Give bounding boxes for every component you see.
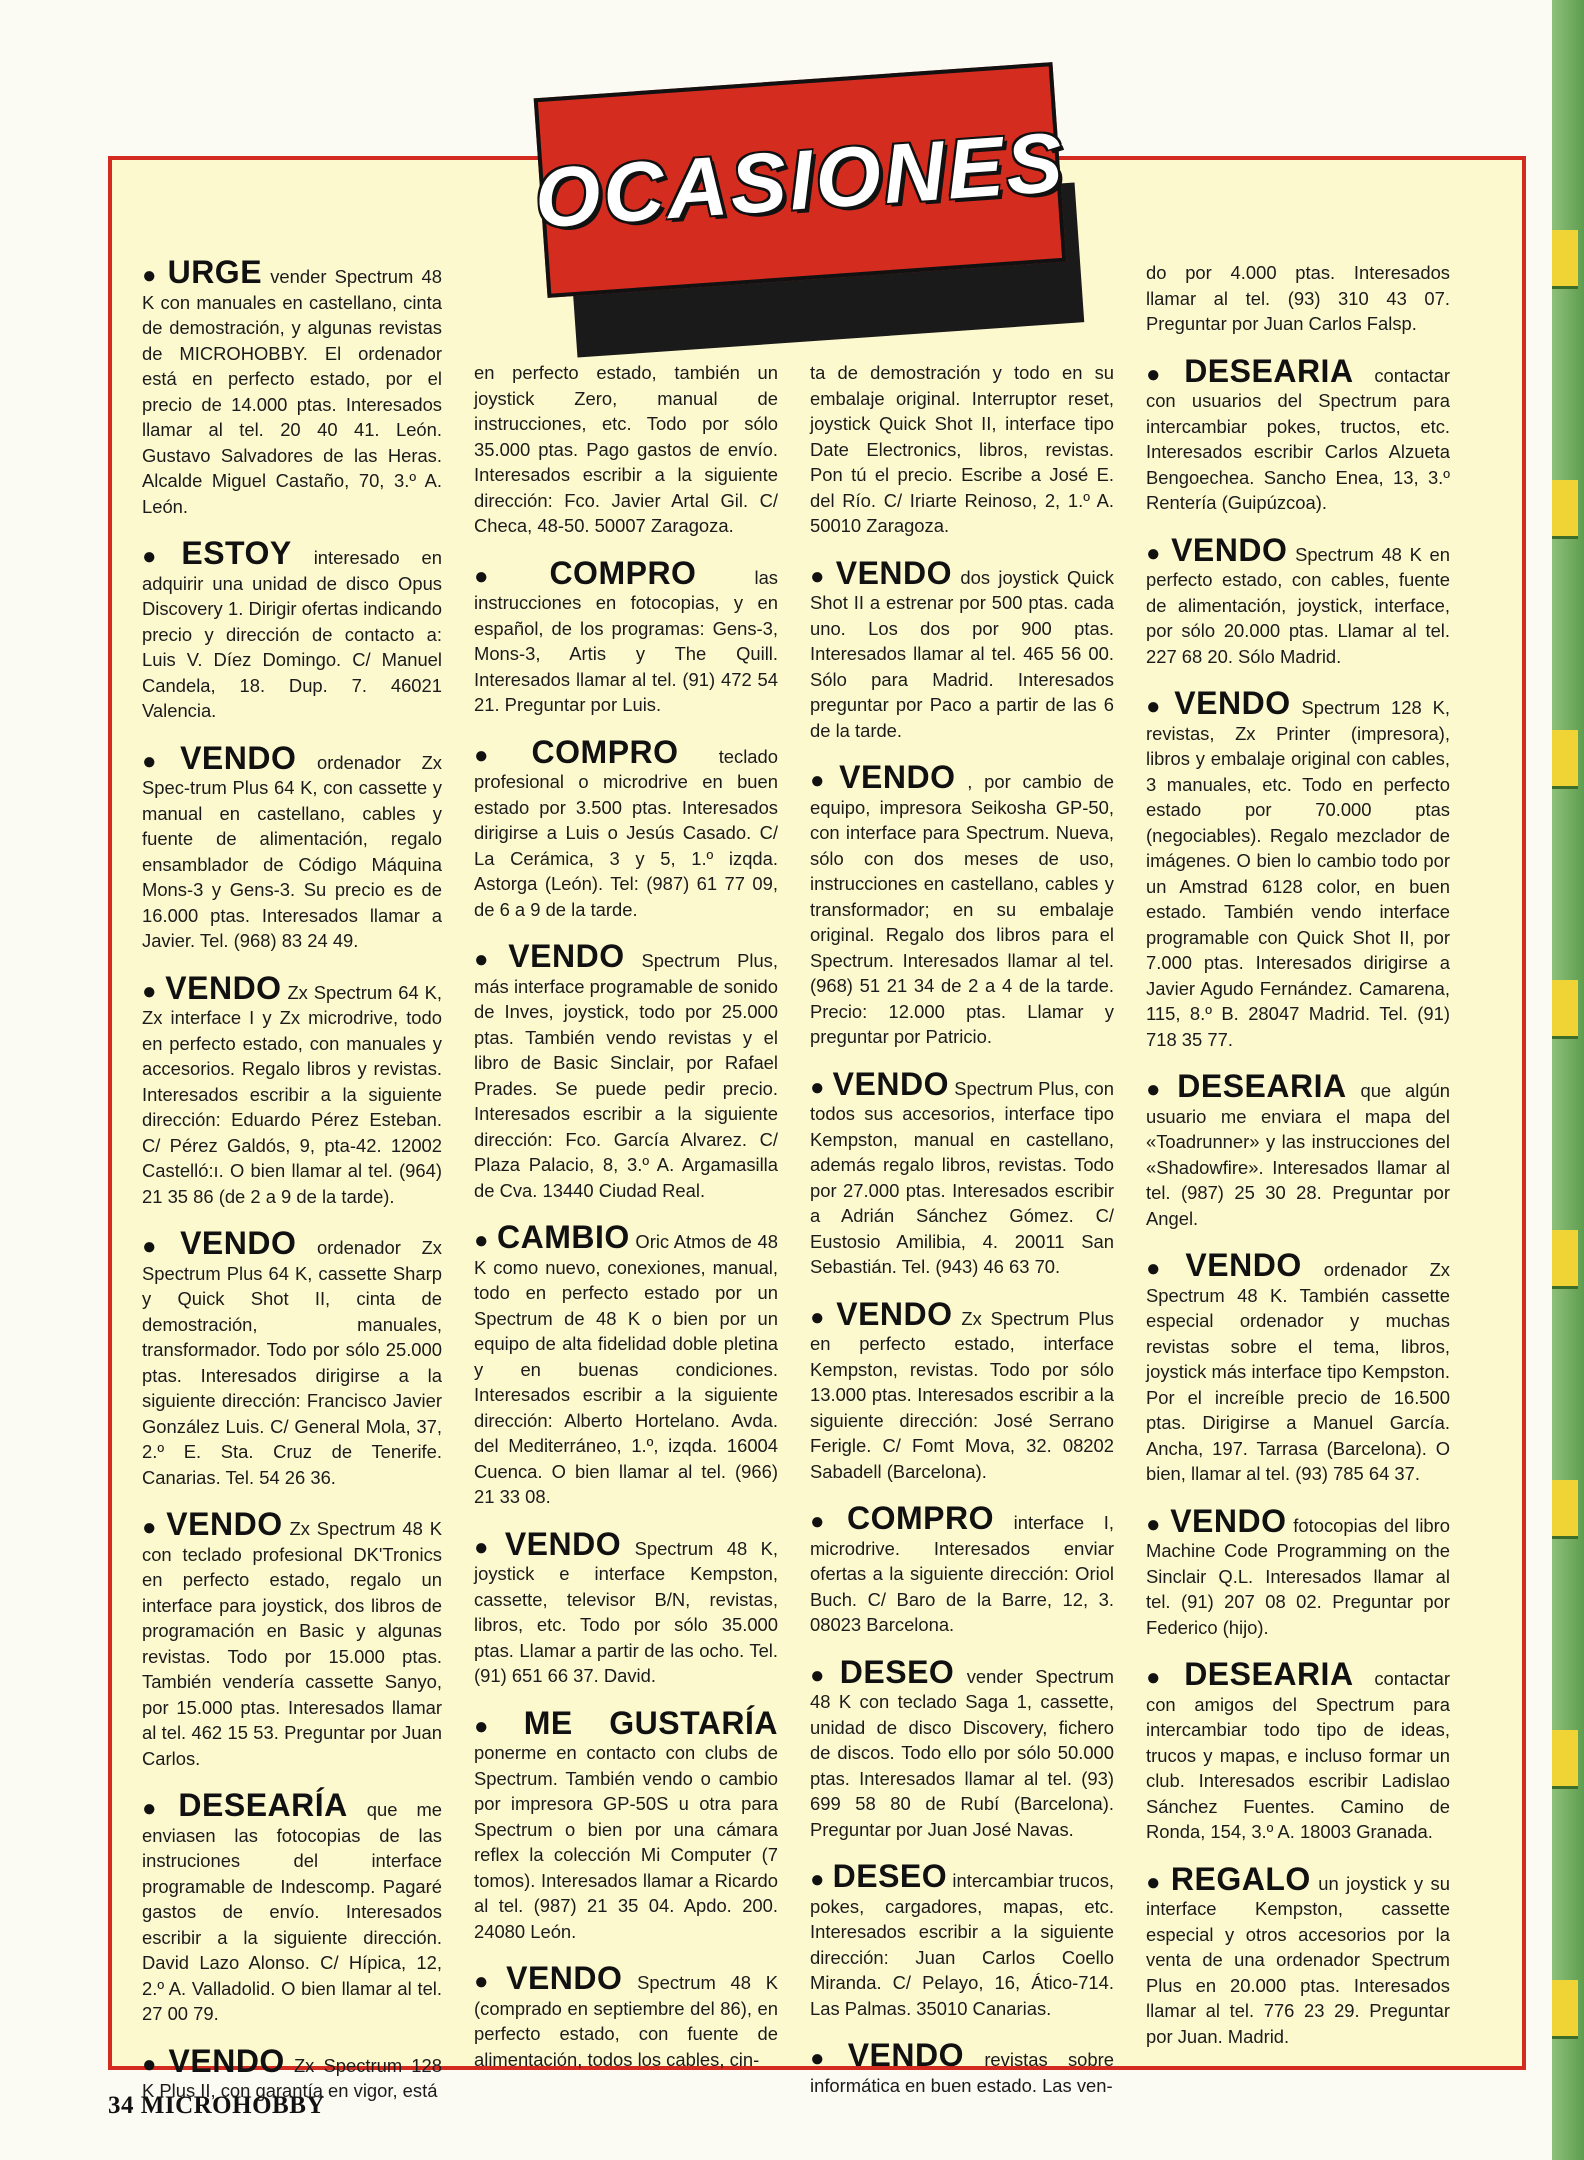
ad-keyword: DESEARIA: [1184, 352, 1354, 389]
ad-text: interface I, microdrive. Interesados enviar ofertas a la siguiente dirección: Oriol Buch. C/ Baro de la Barre, 12, 3. 08023 Barcelona.: [810, 1512, 1114, 1635]
classified-ad: [810, 554, 1114, 744]
bullet-icon: ●: [142, 977, 158, 1005]
classified-ad: [142, 1225, 442, 1490]
classified-ad: [142, 1787, 442, 2027]
ad-text: Zx Spectrum 48 K con teclado profesional DK'Tronics en perfecto estado, regalo un interface para joystick, dos libros de programación en Basic y algunas revistas. Todo por 15.000 ptas. También vendería cassette Sanyo, por 15.000 ptas. Interesados llamar al tel. 462 15 53. Preguntar por Juan Carlos.: [142, 1518, 442, 1769]
classified-ad: [474, 1960, 778, 2072]
ad-keyword: URGE: [167, 254, 263, 290]
ad-text: en perfecto estado, también un joystick Zero, manual de instrucciones, etc. Todo por sólo 35.000 ptas. Pago gastos de envío. Interesados escribir a la siguiente dirección: Fco. Javier Artal Gil. C/ Checa, 48-50. 50007 Zaragoza.: [474, 362, 778, 536]
bullet-icon: ●: [1146, 693, 1167, 720]
edge-tab: [1552, 1480, 1578, 1539]
ad-text: vender Spectrum 48 K con manuales en castellano, cinta de demostración, y algunas revistas de MICROHOBBY. El ordenador está en perfecto estado, por el precio de 14.000 ptas. Interesados llamar al tel. 20 40 41. León. Gustavo Salvadores de las Heras. Alcalde Miguel Castaño, 70, 3.º A. León.: [142, 266, 442, 517]
classified-ad: [142, 535, 442, 724]
classified-ad: [1146, 1860, 1450, 2050]
bullet-icon: ●: [1146, 1510, 1163, 1538]
ad-text: intercambiar trucos, pokes, cargadores, mapas, etc. Interesados escribir a la siguiente dirección: Juan Carlos Coello Miranda. C/ Pelayo, 16, Ático-714. Las Palmas. 35010 Canarias.: [810, 1870, 1114, 2019]
classified-ad: [1146, 1502, 1450, 1641]
edge-tab: [1552, 1980, 1578, 2039]
ad-keyword: VENDO: [847, 2037, 964, 2073]
classified-ad: [810, 759, 1114, 1050]
ad-text: revistas sobre informática en buen estado. Las ven-: [810, 2049, 1114, 2096]
classified-ad: [1146, 1247, 1450, 1487]
ad-keyword: VENDO: [1185, 1247, 1302, 1283]
ad-text: Spectrum 48 K en perfecto estado, con cables, fuente de alimentación, joystick, interface, por sólo 20.000 ptas. Llamar al tel. 227 68 20. Sólo Madrid.: [1146, 543, 1450, 667]
classified-ad: [474, 1525, 778, 1689]
bullet-icon: ●: [142, 747, 173, 775]
ad-keyword: VENDO: [180, 1225, 297, 1261]
ad-keyword: CAMBIO: [497, 1219, 630, 1255]
bullet-icon: ●: [810, 767, 832, 794]
classified-ad: [810, 1295, 1114, 1485]
classified-ad: [142, 739, 442, 954]
ad-keyword: DESEARIA: [1184, 1656, 1354, 1692]
ad-text: ponerme en contacto con clubs de Spectrum. También vendo o cambio por impresora GP-50S u otra para Spectrum o bien por una cámara reflex la colección Mi Computer (7 tomos). Interesados llamar a Ricardo al tel. (987) 21 35 04. Apdo. 200. 24080 León.: [474, 1742, 778, 1942]
ads-column-4: [1146, 260, 1450, 2049]
ad-text: las instrucciones en fotocopias, y en español, de los programas: Gens-3, Mons-3, Artis y The Quill. Interesados llamar al tel. (91) 472 54 21. Preguntar por Luis.: [474, 566, 778, 715]
bullet-icon: ●: [1146, 1664, 1177, 1691]
ad-text: contactar con amigos del Spectrum para intercambiar todo tipo de ideas, trucos y mapas, e incluso formar un club. Interesados escribir Ladislao Sánchez Fuentes. Camino de Ronda, 154, 3.º A. 18003 Granada.: [1146, 1668, 1450, 1842]
ad-text: ordenador Zx Spec-trum Plus 64 K, con cassette y manual en castellano, cables y fuente de alimentación, regalo ensamblador de Código Máquina Mons-3 y Gens-3. Su precio es de 16.000 ptas. Interesados llamar a Javier. Tel. (968) 83 24 49.: [142, 751, 442, 951]
bullet-icon: ●: [1146, 539, 1164, 567]
classified-ad: [810, 1653, 1114, 1843]
ad-text: Oric Atmos de 48 K como nuevo, conexiones, manual, todo en perfecto estado por un Spectrum de 48 K o bien por un equipo de alta fidelidad doble pletina y en buenas condiciones. Interesados escribir a la siguiente dirección: Alberto Hortelano. Avda. del Mediterráneo, 1.º, izqda. 16004 Cuenca. O bien llamar al tel. (966) 21 33 08.: [474, 1231, 778, 1507]
ads-column-3: [810, 360, 1114, 2098]
classified-ad: [474, 1704, 778, 1945]
bullet-icon: ●: [142, 2050, 161, 2078]
ad-keyword: VENDO: [168, 2042, 285, 2079]
page-title: OCASIONES: [531, 114, 1069, 245]
ad-keyword: COMPRO: [531, 733, 679, 770]
classified-ad: [1146, 352, 1450, 516]
classified-ad: [810, 1858, 1114, 2021]
ad-text: Zx Spectrum Plus en perfecto estado, interface Kempston, revistas. Todo por sólo 13.000 ptas. Interesados escribir a la siguiente dirección: José Serrano Ferigle. C/ Fomt Mova, 32. 08202 Sabadell (Barcelona).: [810, 1307, 1114, 1482]
classified-ad: [474, 938, 778, 1203]
ad-keyword: VENDO: [508, 938, 625, 974]
page-footer: 34 MICROHOBBY: [108, 2092, 325, 2119]
bullet-icon: ●: [474, 1712, 516, 1740]
ad-keyword: DESEARÍA: [178, 1787, 348, 1823]
edge-tab: [1552, 730, 1578, 789]
bullet-icon: ●: [810, 1866, 825, 1893]
bullet-icon: ●: [142, 543, 174, 570]
ad-keyword: ME GUSTARÍA: [523, 1704, 778, 1741]
classified-ad: [1146, 260, 1450, 337]
classified-ad: [474, 554, 778, 718]
ad-keyword: VENDO: [836, 1295, 953, 1332]
ad-text: interesado en adquirir una unidad de disco Opus Discovery 1. Dirigir ofertas indicando precio y dirección de contacto a: Luis V. Díez Domingo. C/ Manuel Candela, 18. Dup. 7. 46021 Valencia.: [142, 547, 442, 721]
edge-tab: [1552, 1230, 1578, 1289]
classified-ad: [474, 360, 778, 539]
ad-keyword: VENDO: [832, 1065, 949, 1102]
ad-text: un joystick y su interface Kempston, cassette especial y otros accesorios por la venta de una ordenador Spectrum Plus en 20.000 ptas. Interesados llamar al tel. 776 23 29. Preguntar por Juan. Madrid.: [1146, 1872, 1450, 2047]
ad-text: Spectrum 48 K, joystick e interface Kempston, cassette, televisor B/N, revistas, libros, etc. Todo por sólo 35.000 ptas. Llamar a partir de las ocho. Tel. (91) 651 66 37. David.: [474, 1537, 778, 1686]
ad-keyword: DESEO: [832, 1858, 948, 1894]
ad-keyword: VENDO: [1171, 531, 1288, 568]
ad-text: que algún usuario me enviara el mapa del «Toadrunner» y las instrucciones del «Shadowfire». Interesados llamar al tel. (987) 25 30 28. Preguntar por Angel.: [1146, 1080, 1450, 1229]
bullet-icon: ●: [474, 741, 524, 769]
bullet-icon: ●: [142, 1233, 173, 1260]
classified-ad: [810, 1065, 1114, 1280]
bullet-icon: ●: [474, 1533, 497, 1561]
bullet-icon: ●: [810, 1508, 839, 1535]
ad-keyword: VENDO: [1174, 685, 1291, 721]
bullet-icon: ●: [810, 1661, 832, 1689]
ad-text: ordenador Zx Spectrum Plus 64 K, cassette Sharp y Quick Shot II, cinta de demostración, manuales, transformador. Todo por sólo 25.000 ptas. Interesados dirigirse a la siguiente dirección: Francisco Javier González Luis. C/ General Mola, 37, 2.º E. Sta. Cruz de Tenerife. Canarias. Tel. 54 26 36.: [142, 1237, 442, 1488]
bullet-icon: ●: [142, 1514, 159, 1541]
ad-text: ordenador Zx Spectrum 48 K. También cassette especial ordenador y muchas revistas sobre el tema, libros, joystick más interface tipo Kempston. Por el increíble precio de 16.500 ptas. Dirigirse a Manuel García. Ancha, 197. Tarrasa (Barcelona). O bien, llamar al tel. (93) 785 64 37.: [1146, 1259, 1450, 1484]
bullet-icon: ●: [1146, 1255, 1178, 1282]
ad-keyword: COMPRO: [549, 554, 697, 591]
ad-text: , por cambio de equipo, impresora Seikosha GP-50, con interface para Spectrum. Nueva, sólo con dos meses de uso, instrucciones en castellano, cables y transformador; en su embalaje original. Regalo dos libros para el Spectrum. Interesados llamar al tel. (968) 51 21 34 de 2 a 4 de la tarde. Precio: 12.000 ptas. Llamar y preguntar por Patricio.: [810, 771, 1114, 1047]
ad-text: do por 4.000 ptas. Interesados llamar al tel. (93) 310 43 07. Preguntar por Juan Carlos Falsp.: [1146, 262, 1450, 334]
classified-ad: [474, 733, 778, 923]
ad-keyword: REGALO: [1170, 1860, 1311, 1897]
classified-ad: [810, 2037, 1114, 2098]
ad-text: vender Spectrum 48 K con teclado Saga 1, cassette, unidad de disco Discovery, fichero de discos. Todo ello por sólo 50.000 ptas. Interesados llamar al tel. (93) 699 58 80 de Rubí (Barcelona). Preguntar por Juan José Navas.: [810, 1665, 1114, 1840]
bullet-icon: ●: [810, 562, 828, 590]
page-edge-strip: [1552, 0, 1584, 2160]
classified-ad: [142, 969, 442, 1210]
ad-text: contactar con usuarios del Spectrum para intercambiar pokes, tructos, etc. Interesados escribir Carlos Alzueta Bengoechea. Sancho Enea, 13, 3.º Rentería (Guipúzcoa).: [1146, 364, 1450, 513]
edge-tab: [1552, 980, 1578, 1039]
ad-keyword: DESEARIA: [1177, 1068, 1347, 1104]
bullet-icon: ●: [810, 1073, 825, 1101]
ad-keyword: VENDO: [839, 759, 956, 795]
bullet-icon: ●: [1146, 1868, 1163, 1896]
ad-text: Zx Spectrum 128 K Plus II, con garantía en vigor, está: [142, 2054, 442, 2101]
ad-keyword: VENDO: [165, 969, 282, 1006]
classified-ad: [810, 1500, 1114, 1638]
classified-ad: [1146, 1068, 1450, 1231]
edge-tab: [1552, 1730, 1578, 1789]
ad-text: fotocopias del libro Machine Code Programming on the Sinclair Q.L. Interesados llamar al tel. (91) 207 08 02. Preguntar por Federico (hijo).: [1146, 1514, 1450, 1638]
bullet-icon: ●: [142, 1795, 171, 1822]
bullet-icon: ●: [142, 262, 160, 289]
ad-text: Spectrum 48 K (comprado en septiembre del 86), en perfecto estado, con fuente de alimentación, todos los cables, cin-: [474, 1972, 778, 2070]
ad-keyword: COMPRO: [847, 1500, 994, 1536]
ad-text: Spectrum 128 K, revistas, Zx Printer (impresora), libros y embalaje original con cables, 3 manuales, etc. Todo en perfecto estado por 70.000 ptas (negociables). Regalo mezclador de imágenes. O bien lo cambio todo por un Amstrad 6128 color, en buen estado. También vendo interface programable con Quick Shot II, por 7.000 ptas. Interesados dirigirse a Javier Agudo Fernández. Camarena, 115, 8.º B. 28047 Madrid. Tel. (91) 718 35 77.: [1146, 697, 1450, 1050]
classified-ad: [1146, 1656, 1450, 1845]
classified-ad: [474, 1219, 778, 1510]
classified-ad: [1146, 531, 1450, 670]
ad-text: que me enviasen las fotocopias de las instruciones del interface programable de Indescomp. Pagaré gastos de envío. Interesados escribir a la siguiente dirección. David Lazo Alonso. C/ Hípica, 12, 2.º A. Valladolid. O bien llamar al tel. 27 00 79.: [142, 1799, 442, 2024]
classified-ad: [142, 254, 442, 519]
bullet-icon: ●: [474, 1227, 490, 1254]
ad-text: teclado profesional o microdrive en buen estado por 3.500 ptas. Interesados dirigirse a Luis o Jesús Casado. C/ La Cerámica, 3 y 5, 1.º izqda. Astorga (León). Tel: (987) 61 77 09, de 6 a 9 de la tarde.: [474, 745, 778, 920]
bullet-icon: ●: [474, 562, 542, 590]
classified-ad: [142, 1506, 442, 1771]
classifieds-panel: [108, 156, 1526, 2101]
bullet-icon: ●: [474, 1968, 499, 1995]
ad-text: Spectrum Plus, más interface programable de sonido de Inves, joystick, todo por 25.000 ptas. También vendo revistas y el libro de Basic Sinclair, por Rafael Prades. Se puede pedir precio. Interesados escribir a la siguiente dirección: Fco. García Alvarez. C/ Plaza Palacio, 8, 3.º A. Argamasilla de Cva. 13440 Ciudad Real.: [474, 950, 778, 1201]
edge-tab: [1552, 480, 1578, 539]
ad-keyword: DESEO: [839, 1653, 955, 1690]
bullet-icon: ●: [810, 1303, 829, 1331]
classified-ad: [1146, 685, 1450, 1052]
ad-keyword: VENDO: [166, 1506, 283, 1542]
ad-text: Zx Spectrum 64 K, Zx interface I y Zx microdrive, todo en perfecto estado, con manuales y accesorios. Regalo libros y revistas. Interesados escribir a la siguiente dirección: Eduardo Pérez Esteban. C/ Pérez Galdós, 9, pta-42. 12002 Castelló:ı. O bien llamar al tel. (964) 21 35 86 (de 2 a 9 de la tarde).: [142, 981, 442, 1207]
ad-keyword: VENDO: [1170, 1502, 1287, 1539]
bullet-icon: ●: [1146, 1076, 1170, 1103]
bullet-icon: ●: [474, 946, 501, 973]
classified-ad: [810, 360, 1114, 539]
ad-keyword: ESTOY: [181, 535, 292, 571]
ad-keyword: VENDO: [506, 1960, 623, 1996]
ad-keyword: VENDO: [180, 739, 297, 776]
ad-keyword: VENDO: [835, 554, 953, 591]
ads-column-1: [142, 254, 442, 2104]
ad-text: Spectrum Plus, con todos sus accesorios, interface tipo Kempston, manual en castellano, además regalo libros, revistas. Todo por 27.000 ptas. Interesados escribir a Adrián Sánchez Gómez. C/ Eustosio Amilibia, 4. 20011 San Sebastián. Tel. (943) 46 63 70.: [810, 1077, 1114, 1277]
ad-text: ta de demostración y todo en su embalaje original. Interruptor reset, joystick Quick Shot II, interface tipo Date Electronics, libros, revistas. Pon tú el precio. Escribe a José E. del Río. C/ Iriarte Reinoso, 2, 1.º A. 50010 Zaragoza.: [810, 362, 1114, 536]
ads-column-2: [474, 360, 778, 2072]
ad-keyword: VENDO: [504, 1525, 622, 1562]
ad-text: dos joystick Quick Shot II a estrenar por 500 ptas. cada uno. Los dos por 900 ptas. Interesados llamar al tel. 465 56 00. Sólo para Madrid. Interesados preguntar por Paco a partir de las 6 de la tarde.: [810, 566, 1114, 741]
bullet-icon: ●: [1146, 360, 1177, 388]
edge-tab: [1552, 230, 1578, 289]
title-banner: [531, 62, 1069, 298]
bullet-icon: ●: [810, 2045, 840, 2072]
